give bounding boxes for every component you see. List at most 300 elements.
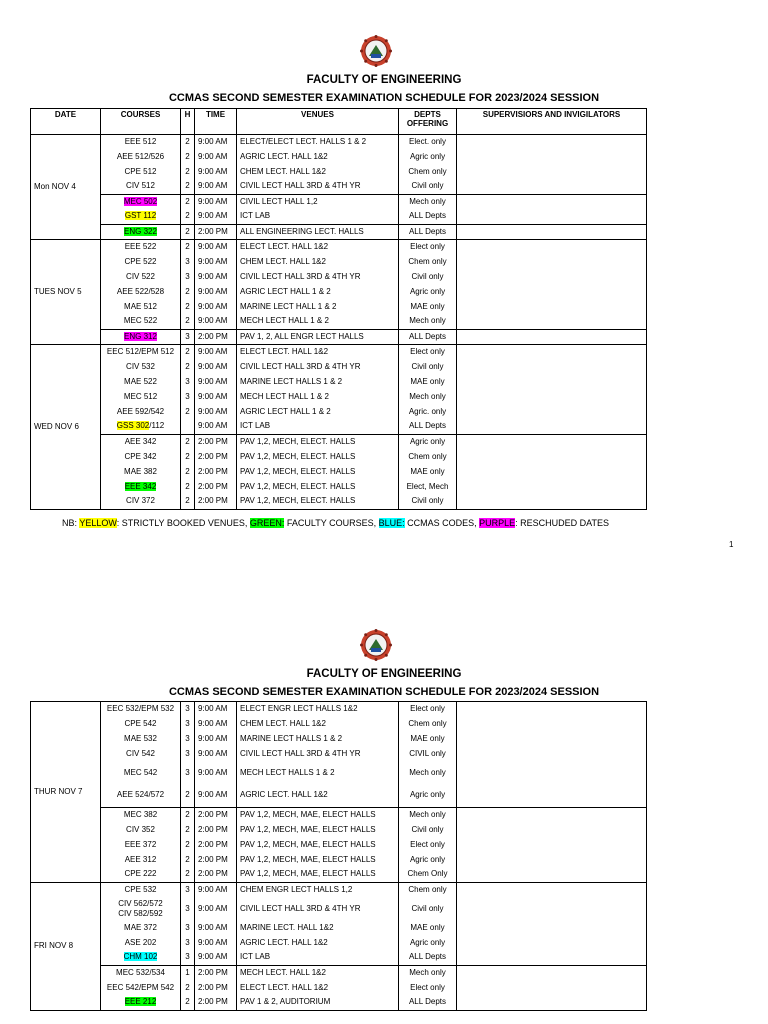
venue-cell: AGRIC LECT. HALL 1&2 [237,936,399,951]
table-row [31,868,647,883]
course-cell [101,883,181,898]
venue-cell: AGRIC LECT HALL 1 & 2 [237,405,399,420]
hours-cell: 2 [181,465,195,480]
time-cell: 9:00 AM [195,165,237,180]
hours-cell: 2 [181,480,195,495]
hours-cell [181,420,195,435]
time-cell: 9:00 AM [195,951,237,966]
supervisors-cell [457,195,647,210]
course-cell [101,390,181,405]
course-code: MAE 532 [124,733,157,743]
time-cell: 9:00 AM [195,390,237,405]
time-cell: 9:00 AM [195,375,237,390]
time-cell: 2:00 PM [195,808,237,823]
time-cell: 2:00 PM [195,330,237,345]
venue-cell: PAV 1 & 2, AUDITORIUM [237,996,399,1011]
course-code: AEE 312 [124,854,157,864]
table-row [31,270,647,285]
course-cell [101,150,181,165]
venue-cell: CHEM LECT. HALL 1&2 [237,255,399,270]
hours-cell: 2 [181,450,195,465]
supervisors-cell [457,785,647,808]
hours-cell: 3 [181,898,195,921]
table-row [31,823,647,838]
course-code: CPE 222 [124,869,157,879]
course-code: CIV 532 [126,361,155,371]
col-header-time: TIME [195,109,237,135]
venue-cell: PAV 1,2, MECH, MAE, ELECT HALLS [237,838,399,853]
course-cell [101,270,181,285]
hours-cell: 3 [181,702,195,717]
supervisors-cell [457,180,647,195]
course-cell [101,996,181,1011]
supervisors-cell [457,966,647,981]
course-code: CIV 542 [126,748,155,758]
table-row [31,420,647,435]
venue-cell: PAV 1,2, MECH, MAE, ELECT HALLS [237,823,399,838]
supervisors-cell [457,315,647,330]
course-code: AEE 512/526 [116,151,165,161]
course-code-2: CIV 582/592 [118,909,163,918]
venue-cell: CIVIL LECT HALL 1,2 [237,195,399,210]
table-row [31,883,647,898]
dept-cell: Agric. only [399,405,457,420]
course-cell [101,180,181,195]
course-code: ASE 202 [124,937,157,947]
course-cell [101,480,181,495]
course-code: ENG 312 [124,331,157,341]
time-cell: 9:00 AM [195,180,237,195]
legend-text: NB: [62,518,80,528]
hours-cell: 2 [181,823,195,838]
time-cell: 9:00 AM [195,195,237,210]
hours-cell: 2 [181,165,195,180]
supervisors-cell [457,717,647,732]
dept-cell: ALL Depts [399,210,457,225]
course-code: GSS 302 [116,421,150,431]
hours-cell: 3 [181,883,195,898]
schedule-table [30,701,647,1011]
course-cell [101,868,181,883]
schedule-title: CCMAS SECOND SEMESTER EXAMINATION SCHEDULE FOR 2023/2024 SESSION [168,686,600,698]
supervisors-cell [457,936,647,951]
hours-cell: 3 [181,732,195,747]
course-code: MAE 382 [124,466,157,476]
supervisors-cell [457,838,647,853]
time-cell: 2:00 PM [195,996,237,1011]
course-code: CIV 512 [126,181,155,191]
dept-cell: Chem only [399,883,457,898]
venue-cell: ELECT/ELECT LECT. HALLS 1 & 2 [237,135,399,150]
table-row [31,375,647,390]
legend-text: : STRICTLY BOOKED VENUES, [116,518,250,528]
supervisors-cell [457,823,647,838]
venue-cell: PAV 1,2, MECH, MAE, ELECT HALLS [237,808,399,823]
venue-cell: CHEM LECT. HALL 1&2 [237,717,399,732]
venue-cell: PAV 1,2, MECH, MAE, ELECT HALLS [237,868,399,883]
legend-text: : RESCHUDED DATES [515,518,610,528]
dept-cell: ALL Depts [399,951,457,966]
dept-cell: Civil only [399,360,457,375]
dept-cell: Chem only [399,717,457,732]
venue-cell: AGRIC LECT HALL 1 & 2 [237,285,399,300]
dept-cell: Agric only [399,785,457,808]
course-code: EEE 372 [124,839,157,849]
course-cell [101,405,181,420]
table-row [31,135,647,150]
course-code: ENG 322 [124,226,157,236]
course-code: EEC 532/EPM 532 [106,703,175,713]
legend-swatch-label: GREEN: [249,518,285,528]
venue-cell: ELECT LECT. HALL 1&2 [237,981,399,996]
dept-cell: MAE only [399,732,457,747]
course-code: EEE 522 [124,241,157,251]
course-code: MAE 512 [124,301,157,311]
col-header-date: DATE [31,109,101,135]
time-cell: 9:00 AM [195,405,237,420]
course-code: CIV 372 [126,496,155,506]
venue-cell: MARINE LECT HALLS 1 & 2 [237,375,399,390]
time-cell: 9:00 AM [195,210,237,225]
time-cell: 2:00 PM [195,225,237,240]
date-cell: THUR NOV 7 [31,702,101,883]
dept-cell: Mech only [399,315,457,330]
venue-cell: CHEM LECT. HALL 1&2 [237,165,399,180]
hours-cell: 3 [181,747,195,762]
venue-cell: PAV 1, 2, ALL ENGR LECT HALLS [237,330,399,345]
supervisors-cell [457,405,647,420]
course-cell [101,285,181,300]
table-row [31,240,647,255]
supervisors-cell [457,360,647,375]
course-cell [101,240,181,255]
table-row [31,702,647,717]
dept-cell: Elect only [399,702,457,717]
table-row [31,360,647,375]
dept-cell: Mech only [399,390,457,405]
time-cell: 2:00 PM [195,838,237,853]
course-code: AEE 342 [124,436,157,446]
hours-cell: 2 [181,135,195,150]
table-row [31,150,647,165]
table-row [31,435,647,450]
hours-cell: 3 [181,255,195,270]
supervisors-cell [457,285,647,300]
course-cell [101,495,181,510]
supervisors-cell [457,300,647,315]
course-cell [101,360,181,375]
time-cell: 9:00 AM [195,785,237,808]
hours-cell: 2 [181,315,195,330]
hours-cell: 2 [181,435,195,450]
course-code: MEC 512 [123,391,158,401]
hours-cell: 2 [181,285,195,300]
dept-cell: MAE only [399,375,457,390]
time-cell: 2:00 PM [195,480,237,495]
course-cell [101,921,181,936]
course-code: CIV 522 [126,271,155,281]
course-suffix: /112 [149,421,165,431]
time-cell: 9:00 AM [195,345,237,360]
course-cell [101,465,181,480]
dept-cell: Elect only [399,981,457,996]
course-cell [101,420,181,435]
dept-cell: Elect. only [399,135,457,150]
time-cell: 9:00 AM [195,921,237,936]
table-row [31,315,647,330]
supervisors-cell [457,480,647,495]
course-code: CPE 542 [124,718,157,728]
venue-cell: PAV 1,2, MECH, MAE, ELECT HALLS [237,853,399,868]
supervisors-cell [457,808,647,823]
table-row [31,255,647,270]
supervisors-cell [457,996,647,1011]
course-cell [101,717,181,732]
course-cell [101,853,181,868]
supervisors-cell [457,747,647,762]
dept-cell: Chem only [399,255,457,270]
time-cell: 2:00 PM [195,981,237,996]
time-cell: 2:00 PM [195,853,237,868]
hours-cell: 3 [181,375,195,390]
table-row [31,838,647,853]
venue-cell: CIVIL LECT HALL 3RD & 4TH YR [237,747,399,762]
hours-cell: 3 [181,717,195,732]
course-cell [101,345,181,360]
course-cell [101,936,181,951]
table-row [31,853,647,868]
course-code: EEC 542/EPM 542 [106,982,175,992]
dept-cell: Agric only [399,435,457,450]
dept-cell: Agric only [399,285,457,300]
col-header-h: H [181,109,195,135]
time-cell: 9:00 AM [195,883,237,898]
dept-cell: Civil only [399,823,457,838]
supervisors-cell [457,495,647,510]
legend-text: CCMAS CODES, [404,518,480,528]
dept-cell: Mech only [399,808,457,823]
table-row [31,345,647,360]
supervisors-cell [457,732,647,747]
venue-cell: AGRIC LECT. HALL 1&2 [237,785,399,808]
dept-cell: Mech only [399,762,457,785]
venue-cell: PAV 1,2, MECH, ELECT. HALLS [237,495,399,510]
venue-cell: CIVIL LECT HALL 3RD & 4TH YR [237,898,399,921]
supervisors-cell [457,420,647,435]
hours-cell: 2 [181,996,195,1011]
hours-cell: 2 [181,808,195,823]
supervisors-cell [457,390,647,405]
table-row [31,405,647,420]
course-cell [101,225,181,240]
course-code: MAE 372 [124,922,157,932]
course-cell [101,255,181,270]
table-row [31,480,647,495]
course-code: MAE 522 [124,376,157,386]
time-cell: 9:00 AM [195,762,237,785]
dept-cell: ALL Depts [399,996,457,1011]
table-row [31,165,647,180]
venue-cell: ALL ENGINEERING LECT. HALLS [237,225,399,240]
table-row [31,981,647,996]
table-row [31,285,647,300]
hours-cell: 2 [181,853,195,868]
faculty-title: FACULTY OF ENGINEERING [306,668,462,680]
time-cell: 2:00 PM [195,435,237,450]
course-cell [101,966,181,981]
venue-cell: MECH LECT HALL 1 & 2 [237,390,399,405]
dept-cell: Elect only [399,838,457,853]
dept-cell: MAE only [399,465,457,480]
time-cell: 9:00 AM [195,270,237,285]
venue-cell: MECH LECT. HALL 1&2 [237,966,399,981]
dept-cell: Civil only [399,180,457,195]
schedule-title: CCMAS SECOND SEMESTER EXAMINATION SCHEDULE FOR 2023/2024 SESSION [168,92,600,104]
course-cell [101,732,181,747]
course-cell [101,762,181,785]
course-code: CPE 512 [124,166,157,176]
course-code: MEC 502 [123,196,158,206]
course-code: EEE 512 [124,136,157,146]
legend-swatch-label: PURPLE [479,518,516,528]
venue-cell: ELECT ENGR LECT HALLS 1&2 [237,702,399,717]
hours-cell: 3 [181,951,195,966]
course-cell [101,747,181,762]
course-code: MEC 522 [123,316,158,326]
hours-cell: 2 [181,981,195,996]
dept-cell: Agric only [399,853,457,868]
supervisors-cell [457,435,647,450]
venue-cell: CIVIL LECT HALL 3RD & 4TH YR [237,180,399,195]
course-cell [101,315,181,330]
hours-cell: 3 [181,936,195,951]
dept-cell: Elect only [399,345,457,360]
hours-cell: 2 [181,785,195,808]
hours-cell: 2 [181,195,195,210]
table-row [31,951,647,966]
supervisors-cell [457,883,647,898]
hours-cell: 2 [181,345,195,360]
course-code: EEE 342 [124,481,157,491]
hours-cell: 2 [181,210,195,225]
col-header-venues: VENUES [237,109,399,135]
date-cell: WED NOV 6 [31,345,101,510]
dept-cell: CIVIL only [399,747,457,762]
hours-cell: 2 [181,868,195,883]
course-cell [101,823,181,838]
venue-cell: PAV 1,2, MECH, ELECT. HALLS [237,480,399,495]
venue-cell: CHEM ENGR LECT HALLS 1,2 [237,883,399,898]
dept-cell: Chem only [399,450,457,465]
supervisors-cell [457,270,647,285]
venue-cell: ICT LAB [237,210,399,225]
time-cell: 9:00 AM [195,898,237,921]
hours-cell: 2 [181,300,195,315]
table-row [31,732,647,747]
table-row [31,921,647,936]
table-row [31,717,647,732]
course-code: AEE 592/542 [116,406,165,416]
col-header-courses: COURSES [101,109,181,135]
hours-cell: 2 [181,240,195,255]
table-row [31,300,647,315]
supervisors-cell [457,330,647,345]
col-header-supervisors: SUPERVISIORS AND INVIGILATORS [457,109,647,135]
hours-cell: 3 [181,330,195,345]
table-row [31,330,647,345]
hours-cell: 2 [181,180,195,195]
table-row [31,210,647,225]
dept-cell: MAE only [399,300,457,315]
course-code: CPE 342 [124,451,157,461]
course-code: MEC 542 [123,767,158,777]
dept-cell: Chem only [399,165,457,180]
page-number: 1 [729,540,734,549]
table-header-row [31,109,647,135]
venue-cell: ICT LAB [237,420,399,435]
table-row [31,495,647,510]
time-cell: 9:00 AM [195,702,237,717]
course-code: MEC 532/534 [116,967,165,977]
time-cell: 9:00 AM [195,240,237,255]
university-crest-icon [359,628,393,662]
time-cell: 9:00 AM [195,747,237,762]
dept-cell: Chem Only [399,868,457,883]
course-cell [101,450,181,465]
table-row [31,808,647,823]
table-row [31,390,647,405]
course-cell [101,898,181,921]
course-cell [101,702,181,717]
time-cell: 2:00 PM [195,450,237,465]
time-cell: 9:00 AM [195,936,237,951]
dept-cell: ALL Depts [399,330,457,345]
supervisors-cell [457,135,647,150]
table-row [31,762,647,785]
course-cell [101,838,181,853]
supervisors-cell [457,702,647,717]
time-cell: 9:00 AM [195,360,237,375]
hours-cell: 2 [181,405,195,420]
time-cell: 9:00 AM [195,732,237,747]
dept-cell: Elect, Mech [399,480,457,495]
time-cell: 9:00 AM [195,135,237,150]
university-crest-icon [359,34,393,68]
supervisors-cell [457,465,647,480]
faculty-title: FACULTY OF ENGINEERING [306,74,462,86]
supervisors-cell [457,150,647,165]
hours-cell: 2 [181,150,195,165]
course-code: CIV 352 [126,824,155,834]
supervisors-cell [457,375,647,390]
dept-cell: ALL Depts [399,225,457,240]
venue-cell: MECH LECT HALLS 1 & 2 [237,762,399,785]
dept-cell: Agric only [399,936,457,951]
time-cell: 9:00 AM [195,717,237,732]
course-cell [101,195,181,210]
supervisors-cell [457,898,647,921]
date-cell: Mon NOV 4 [31,135,101,240]
time-cell: 2:00 PM [195,868,237,883]
course-code: MEC 382 [123,809,158,819]
table-row [31,996,647,1011]
course-code: GST 112 [124,211,157,221]
course-code: EEC 512/EPM 512 [106,346,175,356]
course-cell [101,785,181,808]
venue-cell: ICT LAB [237,951,399,966]
time-cell: 9:00 AM [195,300,237,315]
dept-cell: Civil only [399,495,457,510]
